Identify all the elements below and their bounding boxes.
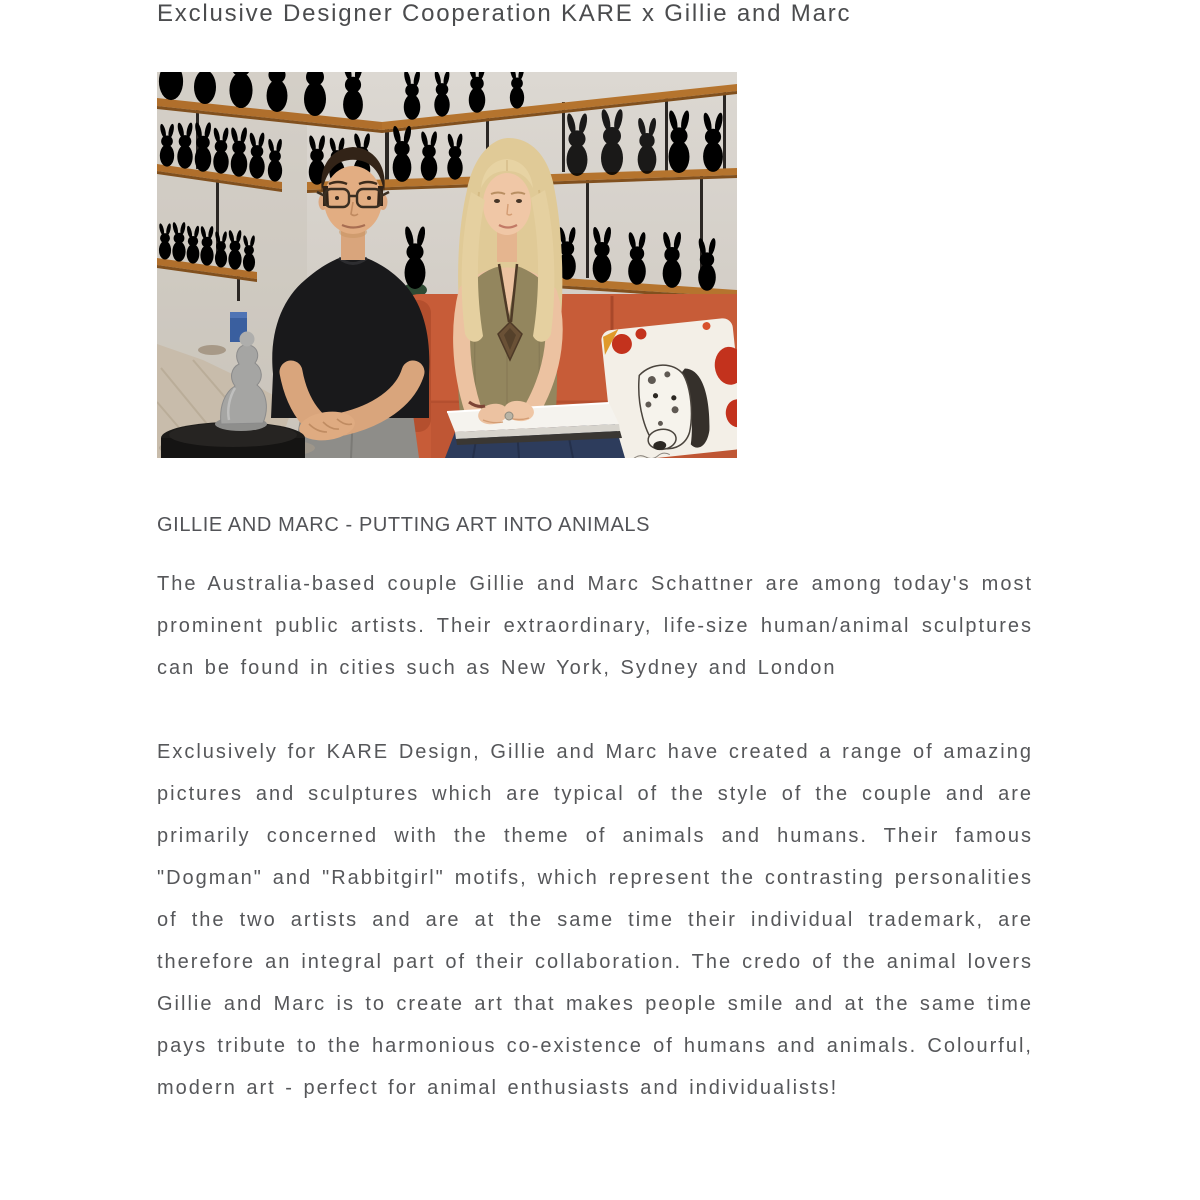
couple-photo-illustration: [157, 72, 737, 458]
article-photo: [157, 72, 737, 458]
article-paragraph-2: Exclusively for KARE Design, Gillie and Marc have created a range of amazing pictures and sculptures which are typical of the style of the couple and are primarily concerned with the theme of animals and humans. Their famous "Dogman" and "Rabbitgirl" motifs, which represent the contrasting personalities of the two artists and are at the same time their individual trademark, are therefore an integral part of their collaboration. The credo of the animal lovers Gillie and Marc is to create art that makes people smile and at the same time pays tribute to the harmonious co-existence of humans and animals. Colourful, modern art - perfect for animal enthusiasts and individualists!: [157, 741, 1033, 1099]
page-title: Exclusive Designer Cooperation KARE x Gillie and Marc: [157, 0, 852, 27]
article-paragraph-1: The Australia-based couple Gillie and Marc Schattner are among today's most prominent public artists. Their extraordinary, life-size human/animal sculptures can be found in cities such as New York, Sydney and London: [157, 573, 1033, 679]
article-heading: GILLIE AND MARC - PUTTING ART INTO ANIMALS: [157, 514, 651, 536]
